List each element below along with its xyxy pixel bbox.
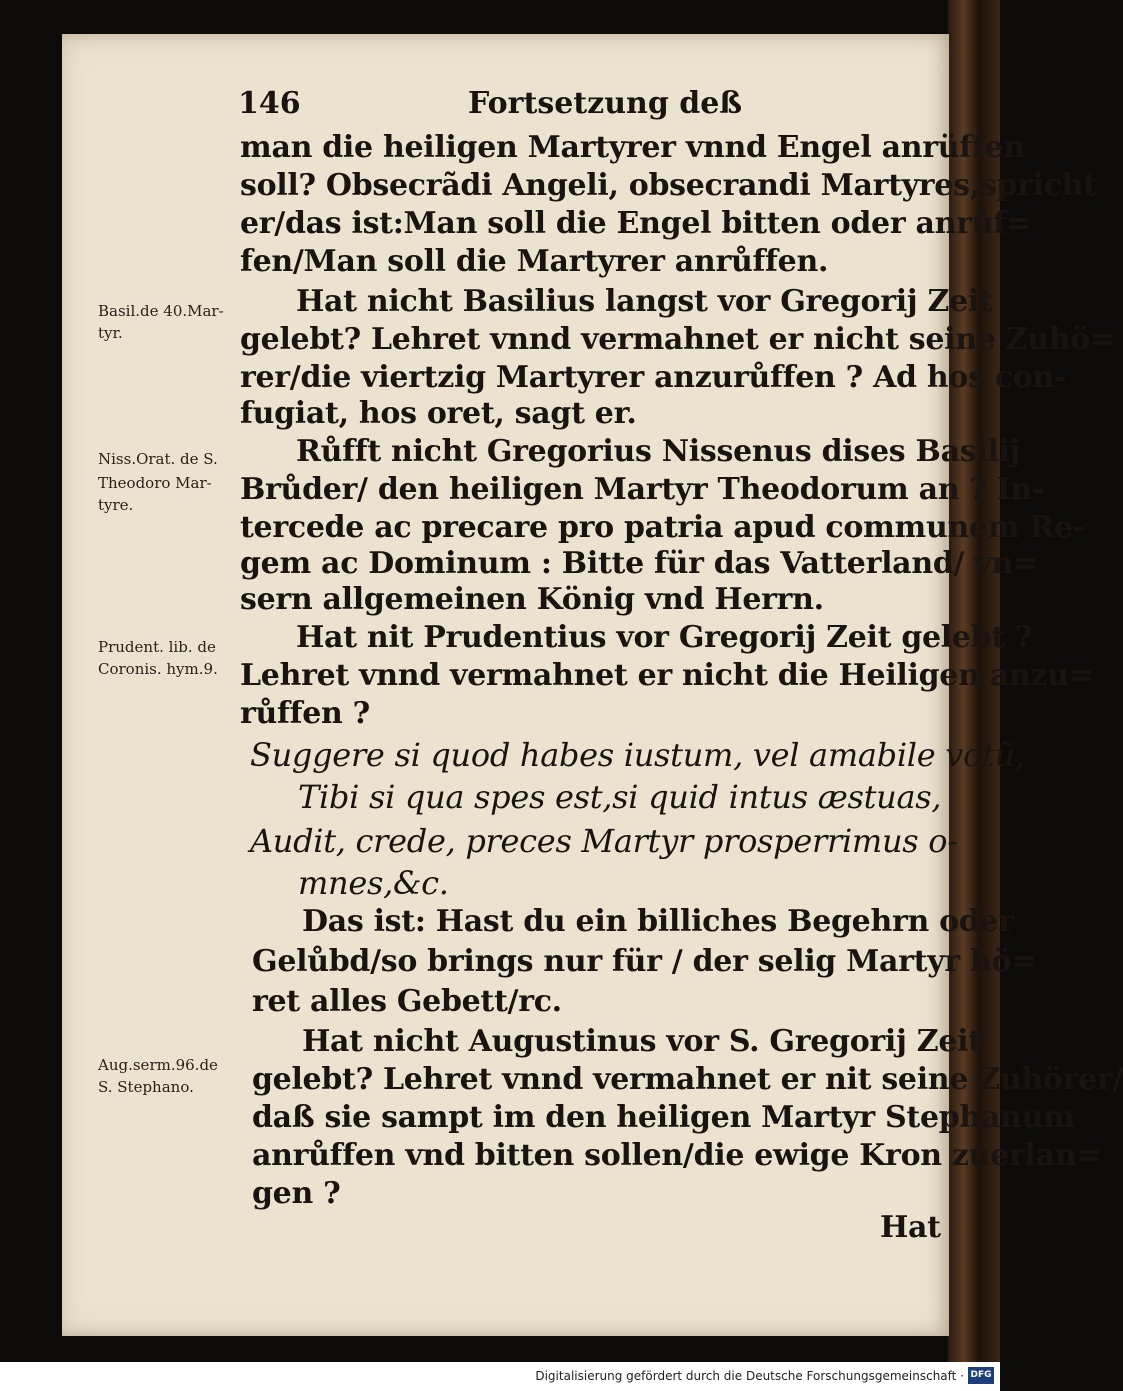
body-line: tercede ac precare pro patria apud communem Re-	[240, 510, 1085, 545]
body-line: gen ?	[252, 1176, 341, 1211]
marginal-note: Basil.de 40.Mar-	[98, 302, 224, 320]
marginal-note: S. Stephano.	[98, 1078, 194, 1096]
body-line: fugiat, hos oret, sagt er.	[240, 396, 637, 431]
marginal-note: Prudent. lib. de	[98, 638, 216, 656]
body-line: rer/die viertzig Martyrer anzurůffen ? Ad hos con-	[240, 360, 1067, 395]
footer-bar	[0, 1362, 1000, 1391]
marginal-note: Aug.serm.96.de	[98, 1056, 218, 1074]
book-page	[62, 34, 1123, 1336]
verse-line: Suggere si quod habes iustum, vel amabile votũ,	[250, 736, 1025, 774]
body-line: gem ac Dominum : Bitte für das Vatterland/ vn=	[240, 546, 1038, 581]
body-line: růffen ?	[240, 696, 370, 731]
marginal-note: Niss.Orat. de S.	[98, 450, 218, 468]
marginal-note: tyre.	[98, 496, 134, 514]
marginal-note: Coronis. hym.9.	[98, 660, 218, 678]
body-line: gelebt? Lehret vnnd vermahnet er nicht seine Zuhö=	[240, 322, 1115, 357]
body-line: man die heiligen Martyrer vnnd Engel anrüffen	[240, 130, 1025, 165]
body-line: sern allgemeinen König vnd Herrn.	[240, 582, 824, 617]
body-line: er/das ist:Man soll die Engel bitten oder anrůf=	[240, 206, 1031, 241]
body-line: anrůffen vnd bitten sollen/die ewige Kron zuerlan=	[252, 1138, 1102, 1173]
running-title: Fortsetzung deß	[468, 86, 743, 121]
dfg-logo: DFG	[968, 1367, 994, 1384]
body-line: soll? Obsecrãdi Angeli, obsecrandi Martyres,spricht	[240, 168, 1097, 203]
body-line: Hat nicht Basilius langst vor Gregorij Zeit	[296, 284, 993, 319]
marginal-note: tyr.	[98, 324, 123, 342]
body-line: Hat nicht Augustinus vor S. Gregorij Zeit	[302, 1024, 982, 1059]
verse-line: Audit, crede, preces Martyr prosperrimus o-	[250, 822, 958, 860]
catchword: Hat	[880, 1210, 941, 1245]
body-line: Gelůbd/so brings nur für / der selig Martyr hö=	[252, 944, 1037, 979]
body-line: Růfft nicht Gregorius Nissenus dises Basilij	[296, 434, 1021, 469]
page-number: 146	[238, 86, 301, 121]
funding-credit: Digitalisierung gefördert durch die Deutsche Forschungsgemeinschaft ·	[535, 1369, 964, 1383]
body-line: fen/Man soll die Martyrer anrůffen.	[240, 244, 829, 279]
body-line: Brůder/ den heiligen Martyr Theodorum an ? In-	[240, 472, 1045, 507]
verse-line: Tibi si qua spes est,si quid intus æstuas,	[298, 778, 942, 816]
body-line: daß sie sampt im den heiligen Martyr Stephanum	[252, 1100, 1075, 1135]
body-line: Das ist: Hast du ein billiches Begehrn oder	[302, 904, 1014, 939]
body-line: Hat nit Prudentius vor Gregorij Zeit gelebt ?	[296, 620, 1033, 655]
marginal-note: Theodoro Mar-	[98, 474, 212, 492]
body-line: ret alles Gebett/rc.	[252, 984, 562, 1019]
body-line: Lehret vnnd vermahnet er nicht die Heiligen anzu=	[240, 658, 1094, 693]
verse-line: mnes,&c.	[298, 864, 449, 902]
body-line: gelebt? Lehret vnnd vermahnet er nit seine Zuhörer/	[252, 1062, 1123, 1097]
